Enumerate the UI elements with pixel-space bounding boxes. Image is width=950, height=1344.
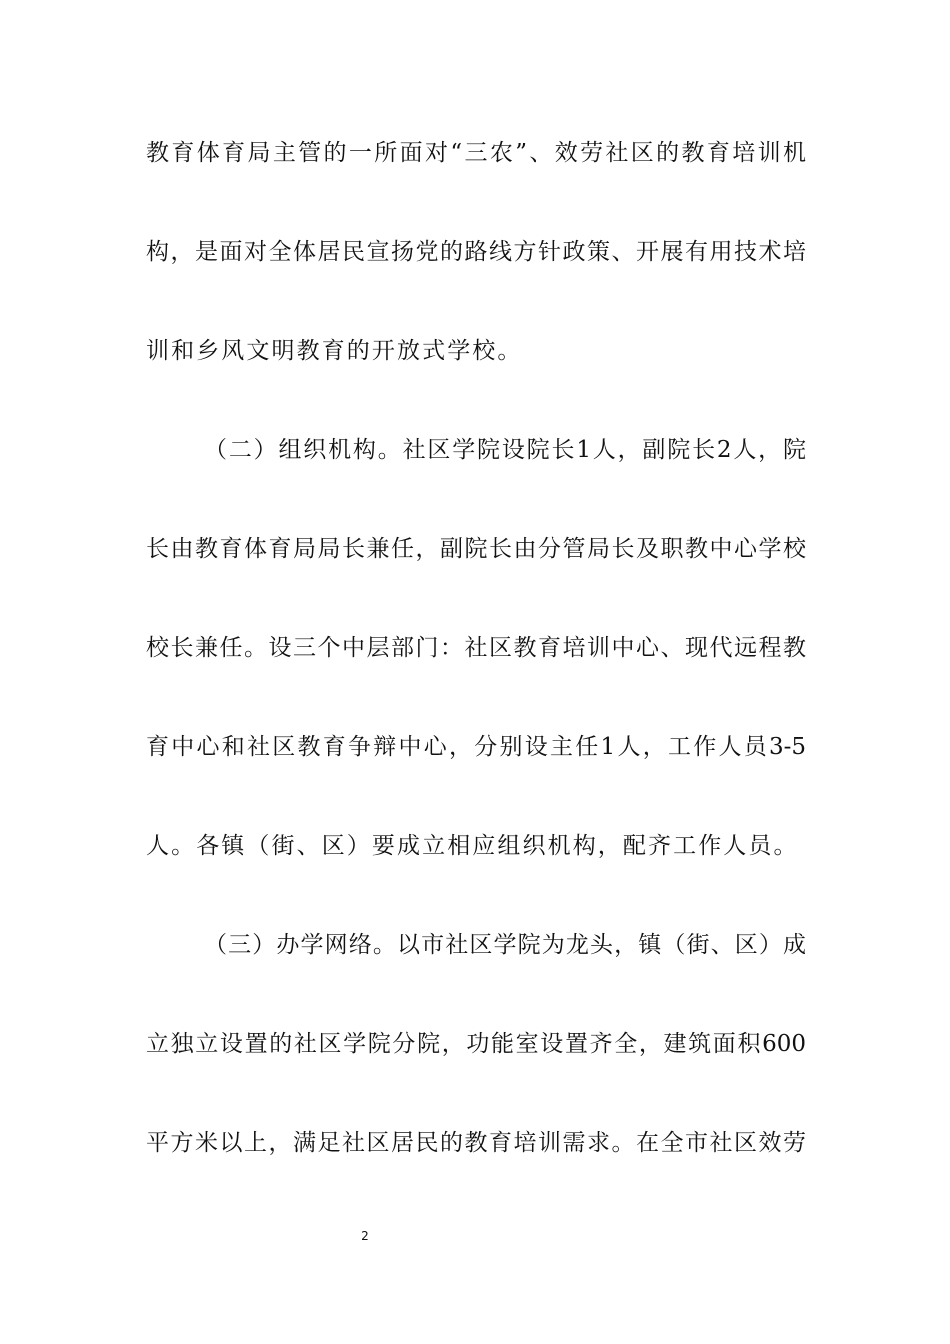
paragraph-line-indented: （三）办学网络。以市社区学院为龙头，镇（街、区）成: [204, 932, 806, 958]
paragraph-line: 立独立设置的社区学院分院，功能室设置齐全，建筑面积600: [146, 1031, 806, 1057]
page-number: 2: [361, 1229, 369, 1243]
paragraph-line: 平方米以上，满足社区居民的教育培训需求。在全市社区效劳: [146, 1130, 806, 1156]
paragraph-line-indented: （二）组织机构。社区学院设院长1人，副院长2人，院: [204, 437, 806, 463]
paragraph-line: 校长兼任。设三个中层部门：社区教育培训中心、现代远程教: [146, 635, 806, 661]
paragraph-line: 长由教育体育局局长兼任，副院长由分管局长及职教中心学校: [146, 536, 806, 562]
paragraph-line: 训和乡风文明教育的开放式学校。: [146, 338, 523, 364]
paragraph-line: 教育体育局主管的一所面对“三农”、效劳社区的教育培训机: [146, 140, 806, 166]
paragraph-line: 人。各镇（街、区）要成立相应组织机构，配齐工作人员。: [146, 833, 799, 859]
paragraph-line: 构，是面对全体居民宣扬党的路线方针政策、开展有用技术培: [146, 239, 806, 265]
paragraph-line: 育中心和社区教育争辩中心，分别设主任1人，工作人员3-5: [146, 734, 806, 760]
